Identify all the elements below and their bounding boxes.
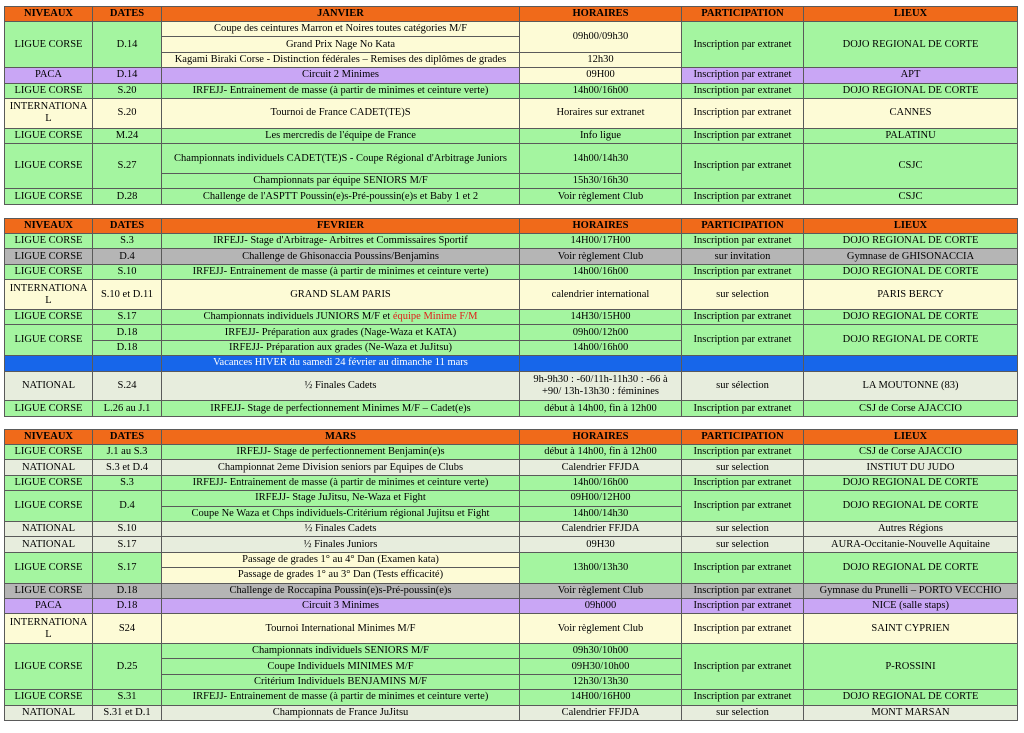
- lieu-cell: DOJO REGIONAL DE CORTE: [804, 83, 1018, 98]
- horaire-cell: 14h00/16h00: [520, 475, 682, 490]
- table-row: [5, 598, 1018, 613]
- event-cell: Championnats individuels CADET(TE)S - Coupe Régional d'Arbitrage Juniors: [162, 144, 520, 174]
- lieu-cell: INSTIUT DU JUDO: [804, 460, 1018, 475]
- vacances-row: [5, 356, 1018, 371]
- mars-table: [4, 429, 1018, 721]
- participation-cell: Inscription par extranet: [682, 445, 804, 460]
- header-row: [5, 430, 1018, 445]
- participation-cell: Inscription par extranet: [682, 644, 804, 690]
- niveau-cell: LIGUE CORSE: [5, 690, 93, 705]
- table-row: [5, 583, 1018, 598]
- date-cell: S.3 et D.4: [93, 460, 162, 475]
- participation-cell: Inscription par extranet: [682, 234, 804, 249]
- horaire-cell: Horaires sur extranet: [520, 98, 682, 128]
- date-cell: S.27: [93, 144, 162, 189]
- date-cell: D.18: [93, 340, 162, 355]
- participation-cell: Inscription par extranet: [682, 264, 804, 279]
- niveau-cell: INTERNATIONAL: [5, 614, 93, 644]
- date-cell: D.25: [93, 644, 162, 690]
- event-cell: Les mercredis de l'équipe de France: [162, 128, 520, 143]
- horaire-cell: Voir règlement Club: [520, 583, 682, 598]
- participation-cell: Inscription par extranet: [682, 68, 804, 83]
- participation-cell: Inscription par extranet: [682, 690, 804, 705]
- lieu-cell: CANNES: [804, 98, 1018, 128]
- table-row: [5, 234, 1018, 249]
- table-row: [5, 264, 1018, 279]
- lieu-cell: SAINT CYPRIEN: [804, 614, 1018, 644]
- niveau-cell: NATIONAL: [5, 371, 93, 401]
- lieu-cell: Autres Régions: [804, 521, 1018, 536]
- table-row: [5, 371, 1018, 401]
- horaire-cell: 13h00/13h30: [520, 552, 682, 583]
- lieu-cell: DOJO REGIONAL DE CORTE: [804, 690, 1018, 705]
- niveau-cell: INTERNATIONAL: [5, 280, 93, 310]
- niveau-cell: NATIONAL: [5, 705, 93, 720]
- lieu-cell: PALATINU: [804, 128, 1018, 143]
- event-cell: [162, 309, 520, 324]
- niveau-cell: LIGUE CORSE: [5, 189, 93, 204]
- participation-cell: Inscription par extranet: [682, 614, 804, 644]
- event-cell: IRFEJJ- Entrainement de masse (à partir de minimes et ceinture verte): [162, 83, 520, 98]
- date-cell: D.18: [93, 598, 162, 613]
- table-row: [5, 309, 1018, 324]
- lieu-cell: DOJO REGIONAL DE CORTE: [804, 491, 1018, 522]
- horaire-cell: 15h30/16h30: [520, 173, 682, 188]
- participation-cell: Inscription par extranet: [682, 552, 804, 583]
- table-row: [5, 280, 1018, 310]
- lieu-cell: DOJO REGIONAL DE CORTE: [804, 264, 1018, 279]
- horaire-cell: Calendrier FFJDA: [520, 705, 682, 720]
- event-cell: IRFEJJ- Stage JuJitsu, Ne-Waza et Fight: [162, 491, 520, 506]
- participation-cell: Inscription par extranet: [682, 583, 804, 598]
- niveau-cell: NATIONAL: [5, 521, 93, 536]
- col-lieux: LIEUX: [804, 7, 1018, 22]
- date-cell: S24: [93, 614, 162, 644]
- table-row: [5, 83, 1018, 98]
- niveau-cell: PACA: [5, 68, 93, 83]
- participation-cell: sur selection: [682, 537, 804, 552]
- event-cell: Circuit 2 Minimes: [162, 68, 520, 83]
- col-niveaux: NIVEAUX: [5, 7, 93, 22]
- participation-cell: Inscription par extranet: [682, 309, 804, 324]
- event-cell: Tournoi de France CADET(TE)S: [162, 98, 520, 128]
- event-cell: Tournoi International Minimes M/F: [162, 614, 520, 644]
- participation-cell: Inscription par extranet: [682, 22, 804, 68]
- participation-cell: sur invitation: [682, 249, 804, 264]
- date-cell: J.1 au S.3: [93, 445, 162, 460]
- event-cell: Championnats par équipe SENIORS M/F: [162, 173, 520, 188]
- horaire-cell: 14H00/17H00: [520, 234, 682, 249]
- date-cell: S.24: [93, 371, 162, 401]
- horaire-cell: Voir règlement Club: [520, 614, 682, 644]
- lieu-cell: DOJO REGIONAL DE CORTE: [804, 309, 1018, 324]
- event-cell: Challenge de Ghisonaccia Poussins/Benjamins: [162, 249, 520, 264]
- event-text: Championnats individuels JUNIORS M/F et: [203, 311, 393, 323]
- horaire-cell: 12h30: [520, 52, 682, 67]
- date-cell: D.14: [93, 68, 162, 83]
- horaire-cell: Voir règlement Club: [520, 189, 682, 204]
- participation-cell: Inscription par extranet: [682, 325, 804, 356]
- niveau-cell: LIGUE CORSE: [5, 325, 93, 356]
- col-niveaux: NIVEAUX: [5, 219, 93, 234]
- table-row: [5, 614, 1018, 644]
- event-cell: Coupe Ne Waza et Chps individuels-Critérium régional Jujitsu et Fight: [162, 506, 520, 521]
- participation-cell: Inscription par extranet: [682, 491, 804, 522]
- date-cell: S.20: [93, 98, 162, 128]
- header-row: [5, 7, 1018, 22]
- event-cell: Championnats de France JuJitsu: [162, 705, 520, 720]
- table-row: [5, 491, 1018, 506]
- event-cell: Coupe des ceintures Marron et Noires toutes catégories M/F: [162, 22, 520, 37]
- horaire-line: +90/ 13h-13h30 : féminines: [541, 385, 660, 397]
- niveau-cell: LIGUE CORSE: [5, 583, 93, 598]
- lieu-cell: PARIS BERCY: [804, 280, 1018, 310]
- horaire-cell: [520, 371, 682, 401]
- horaire-cell: 14h00/16h00: [520, 340, 682, 355]
- niveau-cell: LIGUE CORSE: [5, 445, 93, 460]
- participation-cell: Inscription par extranet: [682, 475, 804, 490]
- niveau-cell: LIGUE CORSE: [5, 644, 93, 690]
- fevrier-table: [4, 218, 1018, 417]
- horaire-cell: 09H30: [520, 537, 682, 552]
- event-cell: Passage de grades 1° au 4° Dan (Examen kata): [162, 552, 520, 567]
- event-cell: GRAND SLAM PARIS: [162, 280, 520, 310]
- col-month: MARS: [162, 430, 520, 445]
- lieu-cell: DOJO REGIONAL DE CORTE: [804, 325, 1018, 356]
- horaire-cell: 14H30/15H00: [520, 309, 682, 324]
- lieu-cell: DOJO REGIONAL DE CORTE: [804, 234, 1018, 249]
- header-row: [5, 219, 1018, 234]
- table-row: [5, 552, 1018, 567]
- lieu-cell: CSJ de Corse AJACCIO: [804, 401, 1018, 416]
- niveau-cell: LIGUE CORSE: [5, 144, 93, 189]
- horaire-cell: 14h00/14h30: [520, 506, 682, 521]
- table-row: [5, 325, 1018, 340]
- lieu-cell: CSJC: [804, 189, 1018, 204]
- event-cell: Coupe Individuels MINIMES M/F: [162, 659, 520, 674]
- date-cell: S.10: [93, 264, 162, 279]
- participation-cell: sur selection: [682, 280, 804, 310]
- event-cell: Challenge de l'ASPTT Poussin(e)s-Pré-poussin(e)s et Baby 1 et 2: [162, 189, 520, 204]
- table-row: [5, 644, 1018, 659]
- table-row: [5, 128, 1018, 143]
- horaire-cell: calendrier international: [520, 280, 682, 310]
- participation-cell: Inscription par extranet: [682, 128, 804, 143]
- event-cell: Passage de grades 1° au 3° Dan (Tests efficacité): [162, 568, 520, 583]
- horaire-cell: 09H00: [520, 68, 682, 83]
- date-cell: S.17: [93, 552, 162, 583]
- horaire-cell: Voir règlement Club: [520, 249, 682, 264]
- date-cell: S.3: [93, 475, 162, 490]
- niveau-cell: LIGUE CORSE: [5, 491, 93, 522]
- col-horaires: HORAIRES: [520, 7, 682, 22]
- participation-cell: Inscription par extranet: [682, 144, 804, 189]
- niveau-cell: LIGUE CORSE: [5, 128, 93, 143]
- col-dates: DATES: [93, 219, 162, 234]
- horaire-cell: Calendrier FFJDA: [520, 521, 682, 536]
- niveau-cell: LIGUE CORSE: [5, 83, 93, 98]
- niveau-cell: LIGUE CORSE: [5, 249, 93, 264]
- event-cell: Kagami Biraki Corse - Distinction fédérales – Remises des diplômes de grades: [162, 52, 520, 67]
- horaire-cell: 09H30/10h00: [520, 659, 682, 674]
- col-horaires: HORAIRES: [520, 430, 682, 445]
- horaire-cell: début à 14h00, fin à 12h00: [520, 445, 682, 460]
- col-participation: PARTICIPATION: [682, 430, 804, 445]
- lieu-cell: Gymnase du Prunelli – PORTO VECCHIO: [804, 583, 1018, 598]
- event-cell: IRFEJJ- Préparation aux grades (Nage-Waza et KATA): [162, 325, 520, 340]
- lieu-cell: MONT MARSAN: [804, 705, 1018, 720]
- horaire-line: 9h-9h30 : -60/11h-11h30 : -66 à: [533, 373, 668, 385]
- date-cell: D.18: [93, 583, 162, 598]
- niveau-cell: INTERNATIONAL: [5, 98, 93, 128]
- date-cell: L.26 au J.1: [93, 401, 162, 416]
- event-cell: ½ Finales Juniors: [162, 537, 520, 552]
- event-cell: Challenge de Roccapina Poussin(e)s-Pré-poussin(e)s: [162, 583, 520, 598]
- lieu-cell: DOJO REGIONAL DE CORTE: [804, 552, 1018, 583]
- participation-cell: Inscription par extranet: [682, 401, 804, 416]
- participation-cell: sur sélection: [682, 371, 804, 401]
- participation-cell: sur selection: [682, 521, 804, 536]
- date-cell: S.31 et D.1: [93, 705, 162, 720]
- event-cell: ½ Finales Cadets: [162, 371, 520, 401]
- col-niveaux: NIVEAUX: [5, 430, 93, 445]
- niveau-cell: LIGUE CORSE: [5, 475, 93, 490]
- event-cell: IRFEJJ- Entrainement de masse (à partir de minimes et ceinture verte): [162, 690, 520, 705]
- table-row: [5, 521, 1018, 536]
- date-cell: S.10: [93, 521, 162, 536]
- horaire-cell: 09h30/10h00: [520, 644, 682, 659]
- col-participation: PARTICIPATION: [682, 219, 804, 234]
- participation-cell: Inscription par extranet: [682, 598, 804, 613]
- event-cell: IRFEJJ- Stage de perfectionnement Benjamin(e)s: [162, 445, 520, 460]
- event-cell: Grand Prix Nage No Kata: [162, 37, 520, 52]
- date-cell: S.31: [93, 690, 162, 705]
- col-lieux: LIEUX: [804, 219, 1018, 234]
- niveau-cell: LIGUE CORSE: [5, 309, 93, 324]
- table-row: [5, 98, 1018, 128]
- date-cell: D.28: [93, 189, 162, 204]
- date-cell: S.10 et D.11: [93, 280, 162, 310]
- table-row: [5, 475, 1018, 490]
- lieu-cell: AURA-Occitanie-Nouvelle Aquitaine: [804, 537, 1018, 552]
- event-cell: IRFEJJ- Stage de perfectionnement Minimes M/F – Cadet(e)s: [162, 401, 520, 416]
- niveau-cell: LIGUE CORSE: [5, 552, 93, 583]
- participation-cell: Inscription par extranet: [682, 83, 804, 98]
- event-cell: Championnat 2eme Division seniors par Equipes de Clubs: [162, 460, 520, 475]
- table-row: [5, 189, 1018, 204]
- horaire-cell: 14h00/16h00: [520, 83, 682, 98]
- participation-cell: Inscription par extranet: [682, 189, 804, 204]
- event-cell: IRFEJJ- Entrainement de masse (à partir de minimes et ceinture verte): [162, 475, 520, 490]
- horaire-cell: 09h00/12h00: [520, 325, 682, 340]
- table-row: [5, 68, 1018, 83]
- janvier-table: [4, 6, 1018, 205]
- lieu-cell: DOJO REGIONAL DE CORTE: [804, 475, 1018, 490]
- lieu-cell: DOJO REGIONAL DE CORTE: [804, 22, 1018, 68]
- horaire-cell: 12h30/13h30: [520, 674, 682, 689]
- date-cell: D.4: [93, 491, 162, 522]
- table-row: [5, 401, 1018, 416]
- horaire-cell: 14H00/16H00: [520, 690, 682, 705]
- date-cell: S.17: [93, 309, 162, 324]
- horaire-cell: 09H00/12H00: [520, 491, 682, 506]
- niveau-cell: LIGUE CORSE: [5, 401, 93, 416]
- lieu-cell: CSJC: [804, 144, 1018, 189]
- table-row: [5, 249, 1018, 264]
- date-cell: D.4: [93, 249, 162, 264]
- niveau-cell: NATIONAL: [5, 537, 93, 552]
- participation-cell: sur selection: [682, 705, 804, 720]
- table-row: [5, 690, 1018, 705]
- horaire-cell: 09h000: [520, 598, 682, 613]
- horaire-cell: 14h00/16h00: [520, 264, 682, 279]
- niveau-cell: NATIONAL: [5, 460, 93, 475]
- col-dates: DATES: [93, 430, 162, 445]
- lieu-cell: Gymnase de GHISONACCIA: [804, 249, 1018, 264]
- horaire-cell: 14h00/14h30: [520, 144, 682, 174]
- table-row: [5, 445, 1018, 460]
- col-horaires: HORAIRES: [520, 219, 682, 234]
- vacances-text: Vacances HIVER du samedi 24 février au dimanche 11 mars: [162, 356, 520, 371]
- col-participation: PARTICIPATION: [682, 7, 804, 22]
- lieu-cell: CSJ de Corse AJACCIO: [804, 445, 1018, 460]
- date-cell: S.17: [93, 537, 162, 552]
- niveau-cell: LIGUE CORSE: [5, 234, 93, 249]
- date-cell: D.18: [93, 325, 162, 340]
- horaire-cell: début à 14h00, fin à 12h00: [520, 401, 682, 416]
- horaire-cell: Info ligue: [520, 128, 682, 143]
- date-cell: S.20: [93, 83, 162, 98]
- table-row: [5, 144, 1018, 174]
- date-cell: D.14: [93, 22, 162, 68]
- event-cell: ½ Finales Cadets: [162, 521, 520, 536]
- col-month: JANVIER: [162, 7, 520, 22]
- event-cell: Circuit 3 Minimes: [162, 598, 520, 613]
- event-highlight: équipe Minime F/M: [392, 311, 478, 323]
- participation-cell: Inscription par extranet: [682, 98, 804, 128]
- col-lieux: LIEUX: [804, 430, 1018, 445]
- event-cell: Critérium Individuels BENJAMINS M/F: [162, 674, 520, 689]
- event-cell: IRFEJJ- Stage d'Arbitrage- Arbitres et Commissaires Sportif: [162, 234, 520, 249]
- niveau-cell: LIGUE CORSE: [5, 22, 93, 68]
- date-cell: S.3: [93, 234, 162, 249]
- event-cell: IRFEJJ- Entrainement de masse (à partir de minimes et ceinture verte): [162, 264, 520, 279]
- date-cell: M.24: [93, 128, 162, 143]
- horaire-cell: Calendrier FFJDA: [520, 460, 682, 475]
- lieu-cell: APT: [804, 68, 1018, 83]
- niveau-cell: LIGUE CORSE: [5, 264, 93, 279]
- horaire-cell: 09h00/09h30: [520, 22, 682, 53]
- col-dates: DATES: [93, 7, 162, 22]
- event-cell: IRFEJJ- Préparation aux grades (Ne-Waza et JuJitsu): [162, 340, 520, 355]
- lieu-cell: NICE (salle staps): [804, 598, 1018, 613]
- niveau-cell: PACA: [5, 598, 93, 613]
- participation-cell: sur selection: [682, 460, 804, 475]
- table-row: [5, 460, 1018, 475]
- lieu-cell: LA MOUTONNE (83): [804, 371, 1018, 401]
- table-row: [5, 705, 1018, 720]
- lieu-cell: P-ROSSINI: [804, 644, 1018, 690]
- col-month: FEVRIER: [162, 219, 520, 234]
- table-row: [5, 22, 1018, 37]
- table-row: [5, 537, 1018, 552]
- event-cell: Championnats individuels SENIORS M/F: [162, 644, 520, 659]
